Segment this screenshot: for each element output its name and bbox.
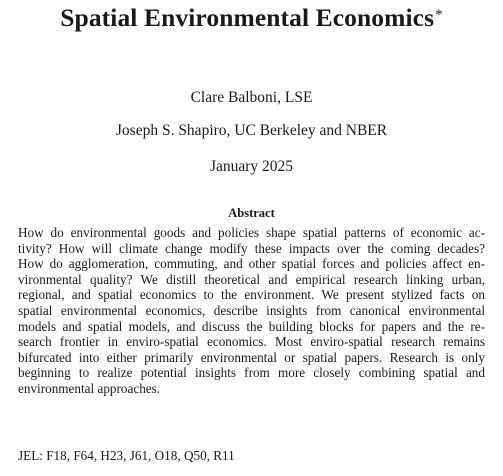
abstract-line: tivity? How will climate change modify these impacts over the coming decades? bbox=[18, 240, 485, 256]
abstract-line: bifurcated into either primarily environmental or spatial papers. Research is only bbox=[18, 349, 485, 365]
paper-title-text: Spatial Environmental Economics bbox=[60, 3, 435, 32]
abstract-line: environmental approaches. bbox=[18, 380, 161, 396]
abstract-line: models and spatial models, and discuss the building blocks for papers and the re- bbox=[18, 318, 485, 334]
abstract-heading: Abstract bbox=[228, 206, 275, 220]
author-2: Joseph S. Shapiro, UC Berkeley and NBER bbox=[115, 122, 388, 139]
jel-codes: JEL: F18, F64, H23, J61, O18, Q50, R11 bbox=[18, 448, 235, 463]
abstract-line: regional, and spatial economics to the environment. We present stylized facts on bbox=[18, 287, 485, 303]
abstract-line: spatial environmental economics, describe insights from canonical environmental bbox=[18, 302, 485, 318]
title-footnote-mark[interactable]: * bbox=[435, 7, 443, 23]
abstract-line: search frontier in enviro-spatial economics. Most enviro-spatial research remains bbox=[18, 334, 485, 350]
abstract-line: beginning to realize potential insights from more closely combining spatial and bbox=[18, 365, 485, 381]
author-1: Clare Balboni, LSE bbox=[190, 89, 313, 106]
publication-date: January 2025 bbox=[209, 158, 294, 175]
abstract-line: How do agglomeration, commuting, and other spatial forces and policies affect en- bbox=[18, 256, 485, 272]
paper-title bbox=[0, 2, 503, 34]
abstract-line: How do environmental goods and policies shape spatial patterns of economic ac- bbox=[18, 225, 485, 240]
abstract-body bbox=[18, 225, 485, 397]
abstract-line: vironmental quality? We distill theoretical and empirical research linking urban, bbox=[18, 271, 485, 287]
